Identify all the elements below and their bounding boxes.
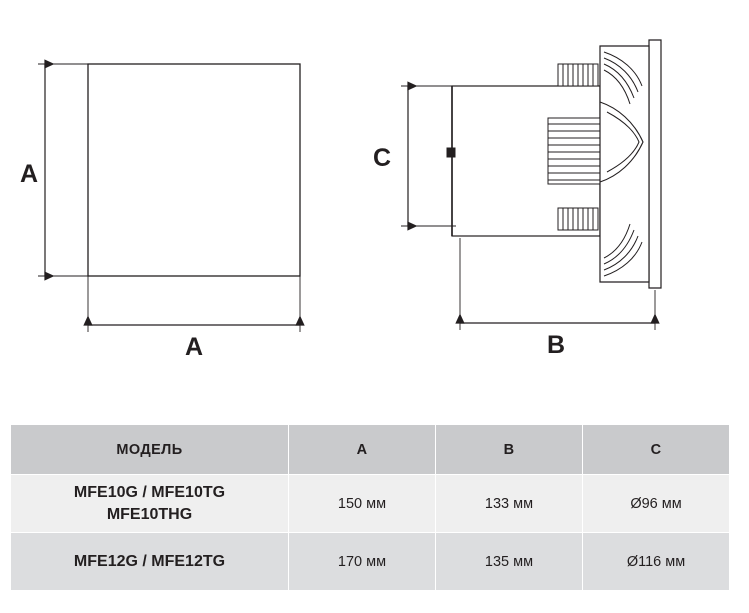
table-row	[11, 533, 730, 591]
model-line-1: MFE12G / MFE12TG	[73, 552, 226, 570]
table-header-c: C	[583, 425, 730, 475]
specification-table	[10, 424, 730, 591]
front-vertical-dimension-label: A	[19, 160, 39, 188]
side-vertical-dimension-label: C	[372, 144, 392, 172]
cell-b: 135 мм	[436, 533, 583, 591]
impeller-rib-pack	[548, 118, 600, 184]
front-view-group	[20, 64, 300, 361]
side-view-group	[373, 40, 661, 359]
table-header-a: A	[289, 425, 436, 475]
cell-c: Ø96 мм	[583, 475, 730, 533]
side-horizontal-dimension-label: B	[546, 331, 566, 359]
cell-c: Ø116 мм	[583, 533, 730, 591]
table-header-b: B	[436, 425, 583, 475]
model-line-1: MFE10G / MFE10TG	[73, 483, 226, 501]
cell-b: 133 мм	[436, 475, 583, 533]
front-vertical-dimension	[38, 64, 92, 276]
front-horizontal-dimension	[88, 272, 300, 332]
mounting-lug	[447, 148, 455, 157]
model-line-2: MFE10THG	[106, 505, 193, 523]
table-header-model: МОДЕЛЬ	[11, 425, 289, 475]
front-panel-outline	[88, 64, 300, 276]
cell-model	[11, 475, 289, 533]
lower-rib-pack	[558, 208, 598, 230]
cell-a: 170 мм	[289, 533, 436, 591]
cell-model	[11, 533, 289, 591]
front-horizontal-dimension-label: A	[184, 333, 204, 361]
cell-a: 150 мм	[289, 475, 436, 533]
upper-rib-pack	[558, 64, 598, 86]
faceplate-profile	[600, 40, 661, 288]
table-header-row	[11, 425, 730, 475]
table-row	[11, 475, 730, 533]
